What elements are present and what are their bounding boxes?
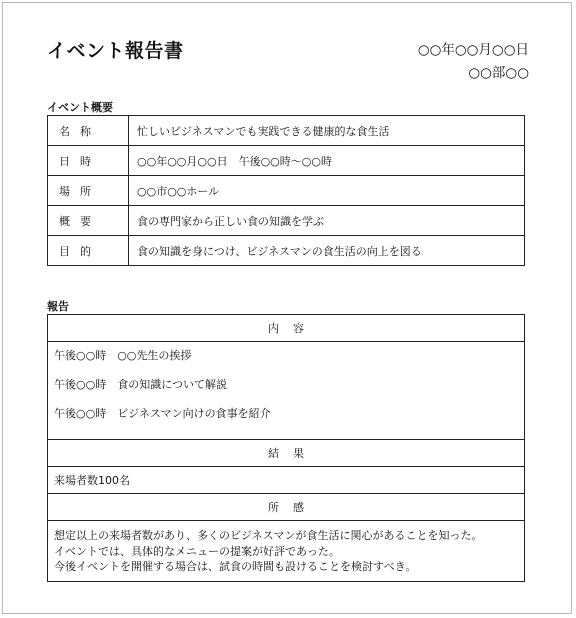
impression-body bbox=[48, 521, 524, 581]
key-char: 日 bbox=[59, 154, 70, 168]
impression-header bbox=[48, 494, 524, 521]
content-line: 午後○○時 ビジネスマン向けの食事を紹介 bbox=[54, 407, 271, 420]
header-char: 所 bbox=[268, 501, 279, 514]
report-heading: 報告 bbox=[47, 300, 69, 313]
contents-body bbox=[48, 342, 524, 440]
result-header bbox=[48, 440, 524, 467]
table-row bbox=[48, 116, 525, 146]
row-key bbox=[48, 206, 129, 236]
result-body: 来場者数100名 bbox=[48, 467, 524, 494]
header-char: 果 bbox=[293, 447, 304, 460]
contents-header bbox=[48, 315, 524, 342]
key-char: 場 bbox=[59, 184, 70, 198]
row-value: ○○年○○月○○日 午後○○時〜○○時 bbox=[129, 146, 525, 176]
table-row bbox=[48, 236, 525, 266]
header-char: 容 bbox=[293, 322, 304, 335]
key-char: 概 bbox=[59, 214, 70, 228]
key-char: 時 bbox=[80, 154, 91, 168]
table-row bbox=[48, 176, 525, 206]
department: ○○部○○ bbox=[468, 65, 529, 81]
row-value: 食の専門家から正しい食の知識を学ぶ bbox=[129, 206, 525, 236]
header-meta bbox=[418, 39, 529, 85]
overview-table bbox=[47, 115, 525, 266]
impression-line: 想定以上の来場者数があり、多くのビジネスマンが食生活に関心があることを知った。 bbox=[54, 529, 483, 542]
report-table bbox=[47, 314, 525, 582]
row-key bbox=[48, 116, 129, 146]
header-char: 結 bbox=[268, 447, 279, 460]
header-char: 内 bbox=[268, 322, 279, 335]
table-row bbox=[48, 206, 525, 236]
overview-heading: イベント概要 bbox=[47, 101, 113, 114]
row-key bbox=[48, 146, 129, 176]
row-value: ○○市○○ホール bbox=[129, 176, 525, 206]
document-title: イベント報告書 bbox=[47, 40, 184, 62]
row-value: 忙しいビジネスマンでも実践できる健康的な食生活 bbox=[129, 116, 525, 146]
content-line: 午後○○時 食の知識について解説 bbox=[54, 378, 227, 391]
key-char: 的 bbox=[80, 244, 91, 258]
key-char: 要 bbox=[80, 214, 91, 228]
key-char: 目 bbox=[59, 244, 70, 258]
row-value: 食の知識を身につけ、ビジネスマンの食生活の向上を図る bbox=[129, 236, 525, 266]
row-key bbox=[48, 236, 129, 266]
header-char: 感 bbox=[293, 501, 304, 514]
content-line: 午後○○時 ○○先生の挨拶 bbox=[54, 349, 192, 362]
key-char: 所 bbox=[80, 184, 91, 198]
key-char: 名 bbox=[59, 124, 70, 138]
impression-line: イベントでは、具体的なメニューの提案が好評であった。 bbox=[54, 544, 340, 558]
key-char: 称 bbox=[80, 124, 91, 138]
report-date: ○○年○○月○○日 bbox=[417, 42, 529, 58]
impression-line: 今後イベントを開催する場合は、試食の時間も設けることを検討すべき。 bbox=[54, 560, 417, 573]
row-key bbox=[48, 176, 129, 206]
table-row bbox=[48, 146, 525, 176]
